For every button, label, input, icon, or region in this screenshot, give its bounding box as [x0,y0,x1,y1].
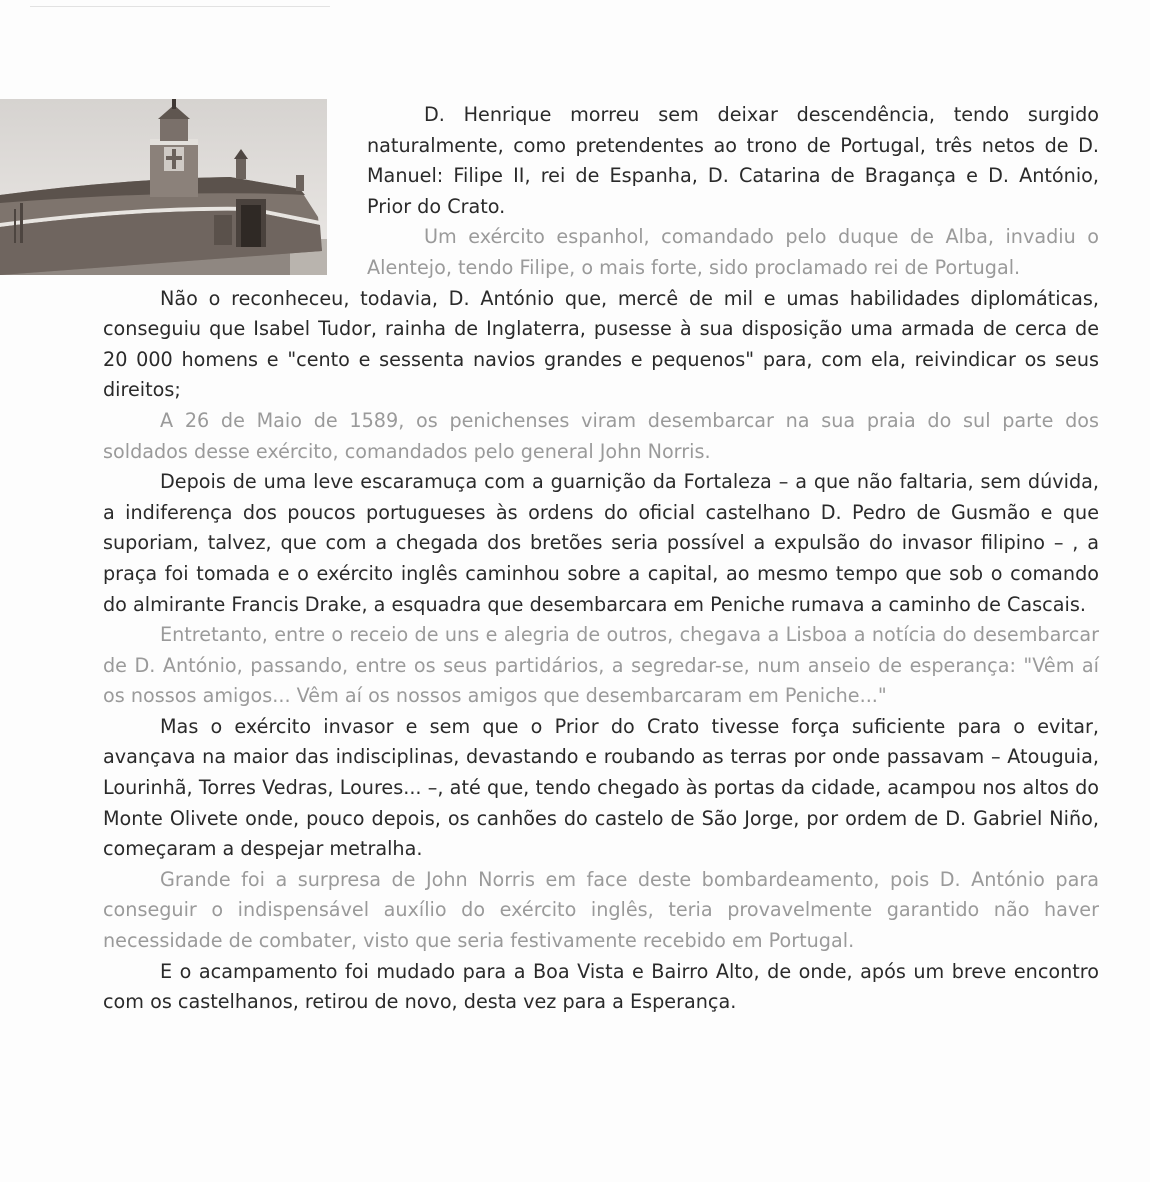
paragraph: Depois de uma leve escaramuça com a guarnição da Fortaleza – a que não faltaria, sem dúvida, a indiferença dos poucos portugueses às ordens do oficial castelhano D. Pedro de Gusmão e que suporiam, talvez, que com a chegada dos bretões seria possível a expulsão do invasor filipino – , a praça foi tomada e o exército inglês caminhou sobre a capital, ao mesmo tempo que sob o comando do almirante Francis Drake, a esquadra que desembarcara em Peniche rumava a caminho de Cascais. [103,470,1099,616]
paragraph: Entretanto, entre o receio de uns e alegria de outros, chegava a Lisboa a notícia do desembarcar de D. António, passando, entre os seus partidários, a segredar-se, num anseio de esperança: "Vêm aí os nossos amigos... Vêm aí os nossos amigos que desembarcaram em Peniche..." [103,623,1099,708]
paragraph: E o acampamento foi mudado para a Boa Vista e Bairro Alto, de onde, após um breve encontro com os castelhanos, retirou de novo, desta vez para a Esperança. [103,959,1099,1014]
paragraph: Um exército espanhol, comandado pelo duque de Alba, invadiu o Alentejo, tendo Filipe, o mais forte, sido proclamado rei de Portugal. [367,225,1099,279]
paragraph: Grande foi a surpresa de John Norris em face deste bombardeamento, pois D. António para conseguir o indispensável auxílio do exército inglês, teria provavelmente garantido não haver necessidade de combater, visto que seria festivamente recebido em Portugal. [103,867,1099,953]
paragraph: A 26 de Maio de 1589, os penichenses viram desembarcar na sua praia do sul parte dos soldados desse exército, comandados pelo general John Norris. [103,408,1099,463]
intro-block [367,100,1099,284]
paragraph: Não o reconheceu, todavia, D. António que, mercê de mil e umas habilidades diplomáticas, conseguiu que Isabel Tudor, rainha de Inglaterra, pusesse à sua disposição uma armada de cerca de 20 000 homens e "cento e sessenta navios grandes e pequenos" para, com ela, reivindicar os seus direitos; [103,286,1099,402]
top-rule [30,6,330,7]
article-body [103,100,1099,1018]
paragraph: D. Henrique morreu sem deixar descendência, tendo surgido naturalmente, como pretendentes ao trono de Portugal, três netos de D. Manuel: Filipe II, rei de Espanha, D. Catarina de Bragança e D. António, Prior do Crato. [367,103,1099,218]
paragraph: Mas o exército invasor e sem que o Prior do Crato tivesse força suficiente para o evitar, avançava na maior das indisciplinas, devastando e roubando as terras por onde passavam – Atouguia, Lourinhã, Torres Vedras, Loures... –, até que, tendo chegado às portas da cidade, acampou nos altos do Monte Olivete onde, pouco depois, os canhões do castelo de São Jorge, por ordem de D. Gabriel Niño, começaram a despejar metralha. [103,714,1099,861]
